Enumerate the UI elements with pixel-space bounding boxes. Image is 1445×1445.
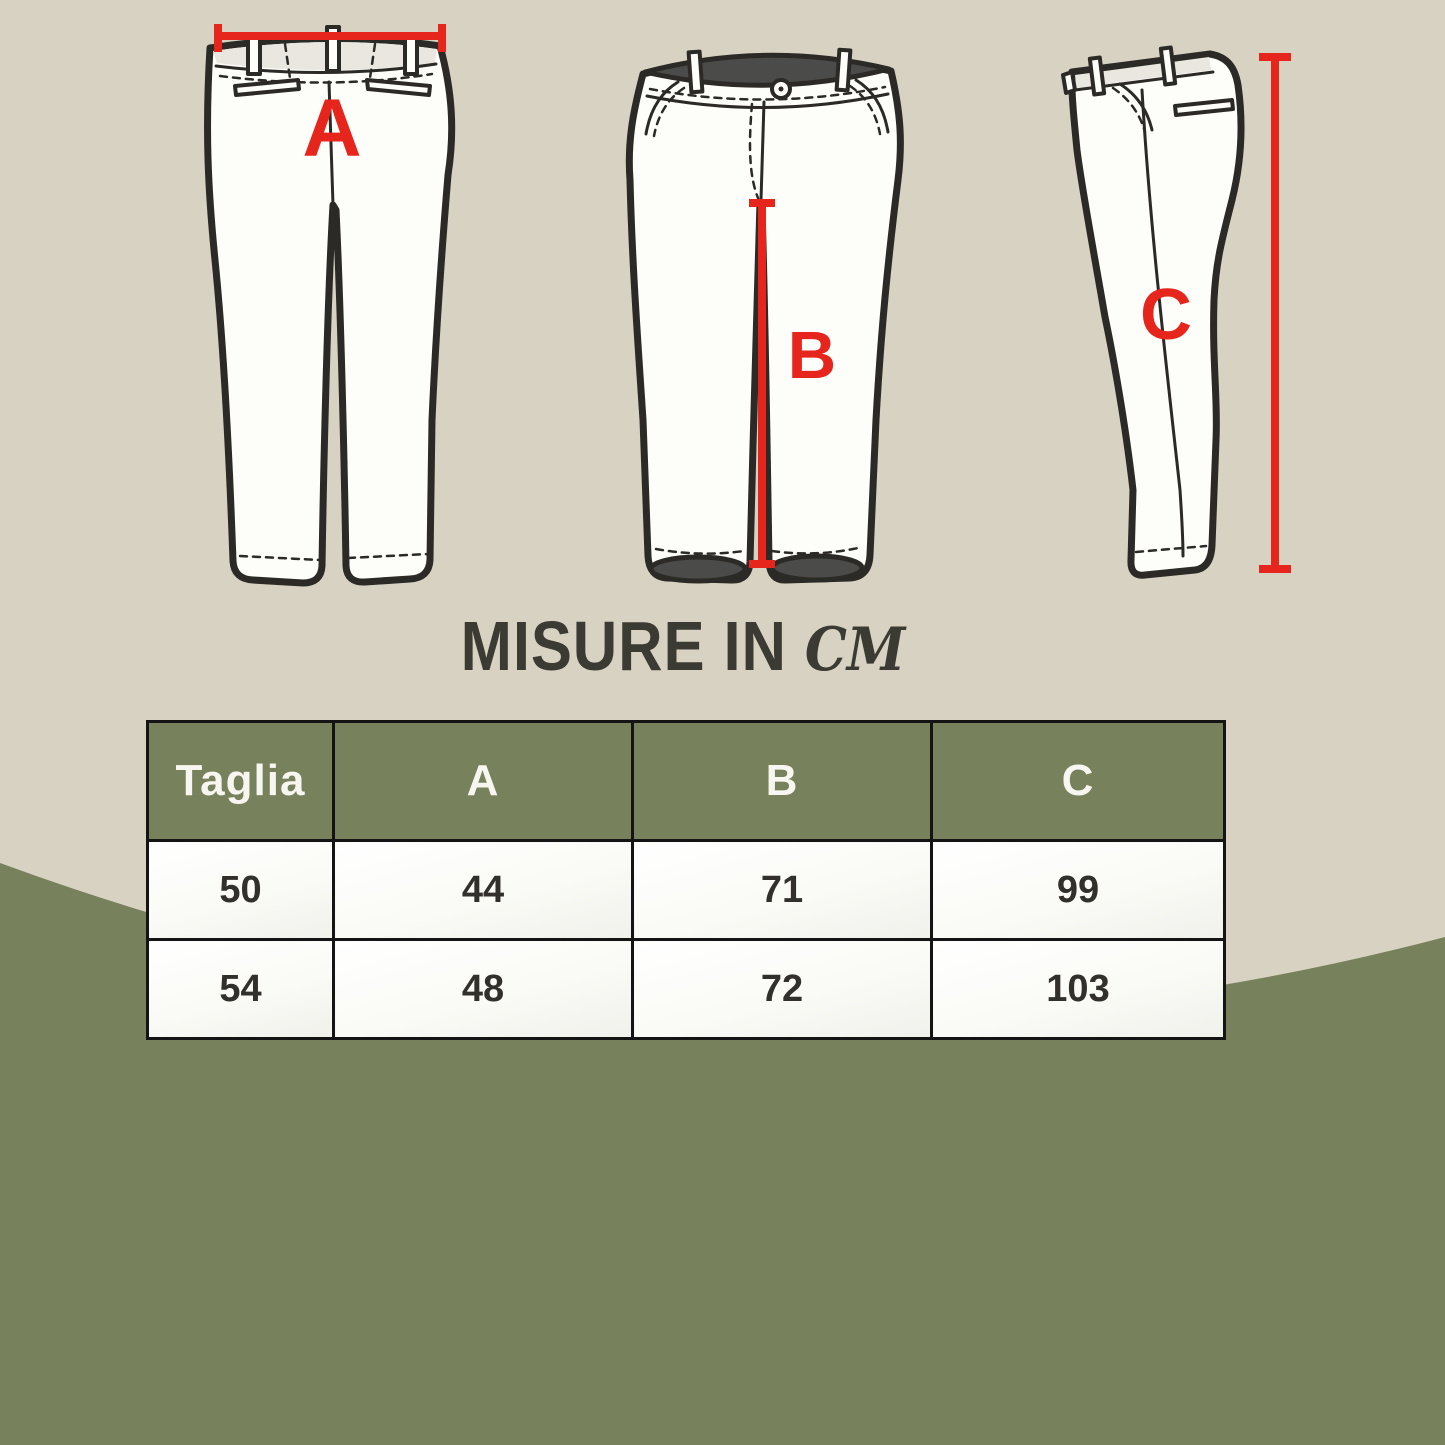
table-row (148, 940, 1225, 1039)
size-value: 50 (148, 841, 334, 940)
waist-button-hole (779, 87, 784, 92)
belt-loop (1161, 48, 1175, 85)
label-A: A (302, 83, 362, 174)
pants-front-view-figure (629, 50, 900, 581)
belt-loop (689, 52, 703, 93)
header-b: B (633, 722, 932, 841)
size-value: 54 (148, 940, 334, 1039)
measure-c-value: 99 (932, 841, 1225, 940)
header-a: A (334, 722, 633, 841)
waistband-end-tab (1063, 72, 1075, 93)
pants-side-view-figure (1063, 48, 1291, 576)
measure-a-value: 44 (334, 841, 633, 940)
header-c: C (932, 722, 1225, 841)
measure-b-value: 71 (633, 841, 932, 940)
pants-back-view-figure (208, 24, 452, 583)
hem-opening-left (651, 557, 745, 581)
belt-loop (1090, 58, 1104, 95)
measure-c-value: 103 (932, 940, 1225, 1039)
measure-b-value: 72 (633, 940, 932, 1039)
belt-loop (837, 50, 851, 91)
title-measurements: MISURE IN (460, 607, 787, 685)
table-row (148, 841, 1225, 940)
page-title (461, 606, 906, 686)
header-taglia: Taglia (148, 722, 334, 841)
measurement-line-C (1259, 53, 1291, 573)
measure-a-value: 48 (334, 940, 633, 1039)
label-C: C (1140, 275, 1192, 355)
size-table-header-row (148, 722, 1225, 841)
hem-opening-right (772, 556, 862, 580)
title-unit-cm: CM (804, 615, 906, 685)
size-table (146, 720, 1226, 1040)
label-B: B (787, 318, 837, 393)
